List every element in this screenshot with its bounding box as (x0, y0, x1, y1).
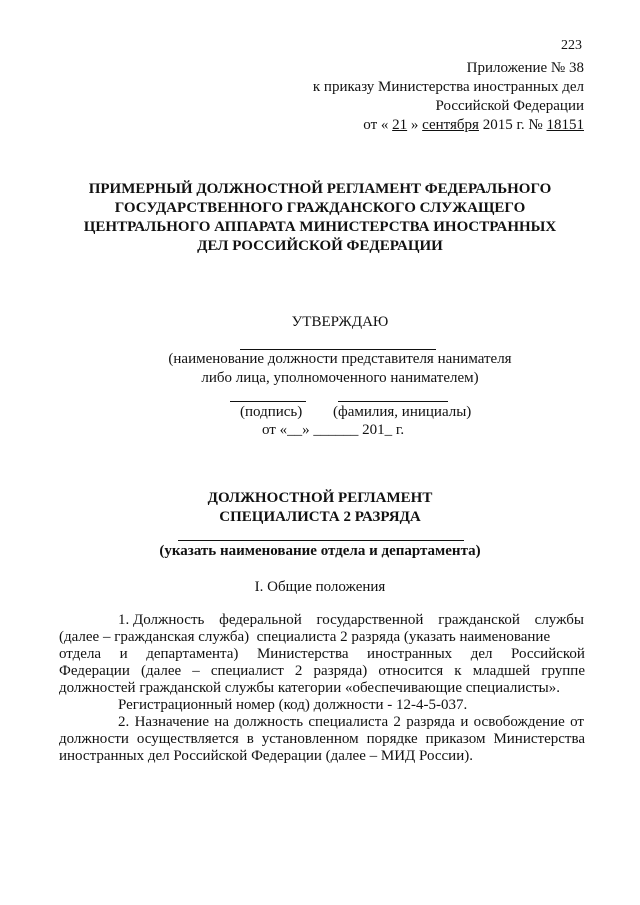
word: иностранных (367, 646, 453, 662)
main-title-line: ГОСУДАРСТВЕННОГО ГРАЖДАНСКОГО СЛУЖАЩЕГО (114, 200, 526, 216)
department-caption: (указать наименование отдела и департамента) (159, 543, 481, 559)
position-caption-line: либо лица, уполномоченного нанимателем) (201, 370, 479, 386)
main-title-line: ПРИМЕРНЫЙ ДОЛЖНОСТНОЙ РЕГЛАМЕНТ ФЕДЕРАЛЬНОГО (88, 181, 552, 197)
word: и (119, 646, 128, 662)
regulation-title-line: СПЕЦИАЛИСТА 2 РАЗРЯДА (219, 509, 421, 525)
word: службы (534, 612, 584, 628)
position-caption (130, 350, 550, 388)
appendix-federation: Российской Федерации (435, 98, 584, 114)
word: департамента) (146, 646, 239, 662)
word: Министерства (256, 646, 349, 662)
appendix-order: к приказу Министерства иностранных дел (312, 79, 584, 95)
word: Федерации (59, 663, 130, 679)
word: дел (470, 646, 493, 662)
word: разряда) (313, 663, 368, 679)
word: (далее (140, 663, 182, 679)
word: – (192, 663, 200, 679)
date-month: сентября (422, 117, 479, 133)
registration-number: Регистрационный номер (код) должности - 12-4-5-037. (118, 697, 468, 713)
signature-caption: (подпись) (240, 404, 303, 420)
main-title (60, 180, 580, 256)
word: отдела (59, 646, 102, 662)
date-prefix: от « (363, 117, 389, 133)
word: федеральной (219, 612, 302, 628)
paragraph2-line2: должности осуществляется в установленном порядке приказом Министерства (59, 731, 585, 747)
main-title-line: ЦЕНТРАЛЬНОГО АППАРАТА МИНИСТЕРСТВА ИНОСТРАННЫХ (83, 219, 557, 235)
approval-heading: УТВЕРЖДАЮ (291, 314, 389, 330)
word: 1. Должность (118, 612, 205, 628)
main-title-line: ДЕЛ РОССИЙСКОЙ ФЕДЕРАЦИИ (197, 238, 443, 254)
word: 2 (294, 663, 303, 679)
appendix-date (250, 116, 584, 135)
paragraph2-line1: 2. Назначение на должность специалиста 2 разряда и освобождение от (118, 714, 584, 730)
appendix-number: Приложение № 38 (466, 60, 584, 76)
word: Российской (511, 646, 585, 662)
position-caption-line: (наименование должности представителя нанимателя (168, 351, 512, 367)
word: относится (378, 663, 444, 679)
page-number: 223 (561, 38, 582, 53)
paragraph1-line5: должностей гражданской службы категории «обеспечивающие специалисты». (59, 680, 560, 696)
signature-line (230, 401, 306, 402)
department-line (178, 540, 464, 541)
date-day: 21 (392, 117, 408, 133)
paragraph2-line3: иностранных дел Российской Федерации (далее – МИД России). (59, 748, 473, 764)
section-heading: I. Общие положения (254, 579, 386, 595)
word: к (454, 663, 462, 679)
name-line (338, 401, 448, 402)
word: гражданской (438, 612, 520, 628)
word: группе (541, 663, 585, 679)
word: специалист (210, 663, 284, 679)
word: государственной (316, 612, 424, 628)
regulation-title (120, 489, 520, 527)
paragraph1-line2: (далее – гражданская служба) специалиста 2 разряда (указать наименование (59, 629, 551, 645)
name-caption: (фамилия, инициалы) (333, 404, 472, 420)
word: младшей (472, 663, 531, 679)
regulation-title-line: ДОЛЖНОСТНОЙ РЕГЛАМЕНТ (207, 490, 433, 506)
date-year: 2015 г. № (482, 117, 543, 133)
appendix-block (250, 59, 584, 135)
date-mid: » (410, 117, 419, 133)
order-number: 18151 (546, 117, 584, 133)
approval-date-line: от «__» ______ 201_ г. (262, 422, 405, 438)
